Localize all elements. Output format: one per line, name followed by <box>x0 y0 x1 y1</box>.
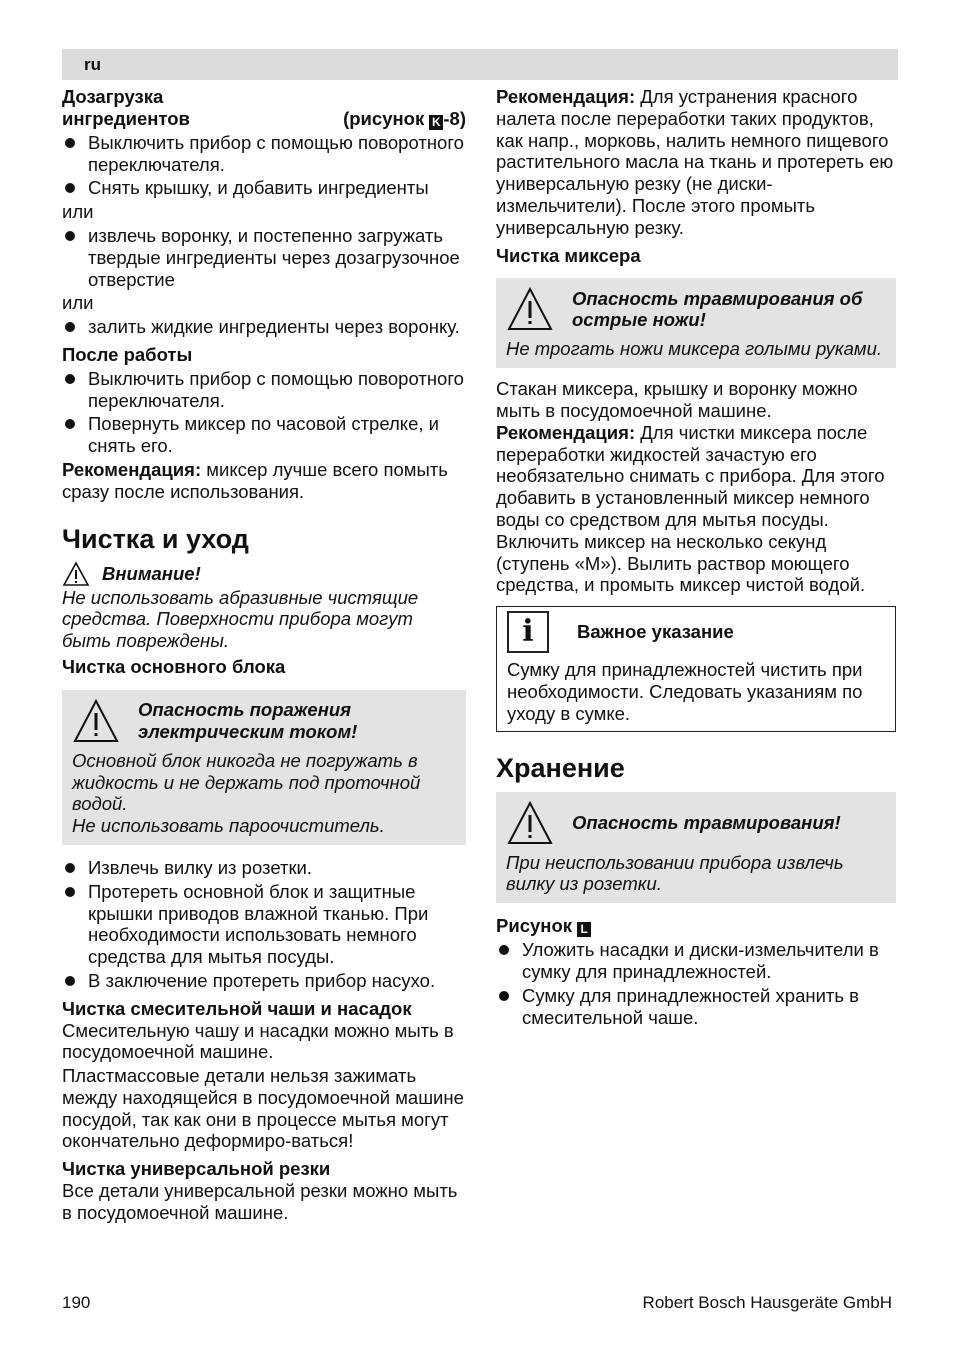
info-icon: i <box>507 611 549 653</box>
attention-text: Не использовать абразивные чистящие средства. Поверхности прибора могут быть повреждены. <box>62 586 419 652</box>
list-item: Извлечь вилку из розетки. <box>62 857 466 879</box>
shock-warning-text: Основной блок никогда не погружать в жидкость и не держать под проточной водой. <box>72 749 421 815</box>
list-item: Уложить насадки и диски-измельчители в сумку для принадлежностей. <box>496 939 896 983</box>
cutter-cleaning-heading: Чистка универсальной резки <box>62 1158 331 1180</box>
injury-warning-box <box>496 792 896 904</box>
injury-warning-header <box>506 800 886 846</box>
right-column <box>496 86 896 1030</box>
figure-heading <box>496 915 896 937</box>
shock-warning-box <box>62 690 466 845</box>
warning-icon <box>72 698 120 744</box>
storage-heading: Хранение <box>496 752 625 783</box>
list-item: Протереть основной блок и защитные крышки приводов влажной тканью. При необходимости использовать немного средства для мытья посуды. <box>62 881 466 968</box>
after-work-heading: После работы <box>62 343 193 365</box>
after-work-list <box>62 368 466 457</box>
injury-warning-text: При неиспользовании прибора извлечь вилку из розетки. <box>506 851 844 895</box>
recommendation-label: Рекомендация: <box>496 86 636 107</box>
refill-figure-ref <box>343 108 466 130</box>
bowl-cleaning-heading: Чистка смесительной чаши и насадок <box>62 997 412 1019</box>
refill-heading-line2 <box>62 108 466 130</box>
figure-label: Рисунок <box>496 915 573 937</box>
important-note-title: Важное указание <box>577 621 734 643</box>
left-column <box>62 86 466 1224</box>
list-item: В заключение протереть прибор насухо. <box>62 970 466 992</box>
blender-cleaning-text: Стакан миксера, крышку и воронку можно мыть в посудомоечной машине. <box>496 378 858 421</box>
figure-ref-text: (рисунок <box>343 107 425 129</box>
refill-heading-word: ингредиентов <box>62 107 190 129</box>
warning-icon <box>506 286 554 332</box>
list-item: Снять крышку, и добавить ингредиенты <box>62 177 466 199</box>
footer-company: Robert Bosch Hausgeräte GmbH <box>642 1293 892 1312</box>
list-item: Сумку для принадлежностей хранить в смесительной чаше. <box>496 985 896 1029</box>
recommendation-2 <box>496 86 896 239</box>
base-cleaning-list <box>62 857 466 992</box>
recommendation-3 <box>496 422 896 596</box>
figure-letter-icon: L <box>577 922 591 937</box>
important-note-header <box>507 611 885 653</box>
refill-heading-line1: Дозагрузка <box>62 86 164 107</box>
knives-warning-text: Не трогать ножи миксера голыми руками. <box>506 338 883 360</box>
care-heading: Чистка и уход <box>62 523 249 554</box>
figure-ref-number: -8) <box>443 107 466 129</box>
refill-list-3 <box>62 316 466 338</box>
shock-warning-text-2: Не использовать пароочиститель. <box>72 815 385 837</box>
or-text: или <box>62 292 94 314</box>
base-cleaning-heading: Чистка основного блока <box>62 655 286 677</box>
recommendation-label: Рекомендация: <box>62 458 202 480</box>
list-item: Повернуть миксер по часовой стрелке, и снять его. <box>62 413 466 457</box>
language-bar <box>62 49 898 80</box>
warning-icon <box>506 800 554 846</box>
shock-warning-title: Опасность поражения электрическим током! <box>138 698 358 742</box>
knives-warning-box <box>496 278 896 368</box>
list-item: Выключить прибор с помощью поворотного переключателя. <box>62 132 466 176</box>
list-item: извлечь воронку, и постепенно загружать твердые ингредиенты через дозагрузочное отверстие <box>62 225 466 290</box>
bowl-cleaning-text: Смесительную чашу и насадки можно мыть в посудомоечной машине. <box>62 1019 454 1063</box>
page-number: 190 <box>62 1293 91 1312</box>
blender-cleaning-heading: Чистка миксера <box>496 244 641 266</box>
recommendation-1 <box>62 459 466 503</box>
list-item: Выключить прибор с помощью поворотного переключателя. <box>62 368 466 412</box>
cutter-cleaning-text: Все детали универсальной резки можно мыть в посудомоечной машине. <box>62 1180 458 1223</box>
figure-letter-icon: K <box>429 115 443 130</box>
bowl-cleaning-text-2: Пластмассовые детали нельзя зажимать между находящейся в посудомоечной машине посудой, так как они в процессе мытья могут окончательно деформиро-ваться! <box>62 1065 464 1152</box>
recommendation-text: Для устранения красного налета после переработки таких продуктов, как напр., морковь, налить немного пищевого растительного масла на ткань и протереть ею универсальную резку (не диски-измельчители). После этого промыть универсальную резку. <box>496 86 894 238</box>
knives-warning-header <box>506 286 886 332</box>
refill-list <box>62 132 466 199</box>
or-text: или <box>62 201 94 223</box>
refill-list-2 <box>62 225 466 290</box>
storage-list <box>496 939 896 1028</box>
attention-header <box>62 561 466 587</box>
warning-icon <box>62 561 90 587</box>
refill-heading <box>62 86 466 130</box>
recommendation-text: Для чистки миксера после переработки жидкостей зачастую его необязательно снимать с прибора. Для этого добавить в установленный миксер немного воды со средством для мытья посуды. Включить миксер на несколько секунд (ступень «M»). Вылить раствор моющего средства, и промыть миксер чистой водой. <box>496 421 885 596</box>
shock-warning-header <box>72 698 456 744</box>
attention-title: Внимание! <box>102 562 201 584</box>
important-note-text: Сумку для принадлежностей чистить при необходимости. Следовать указаниям по уходу в сумке. <box>507 659 863 724</box>
language-code: ru <box>84 55 101 74</box>
important-note-box <box>496 606 896 731</box>
knives-warning-title: Опасность травмирования об острые ножи! <box>572 287 863 331</box>
injury-warning-title: Опасность травмирования! <box>572 811 841 833</box>
recommendation-label: Рекомендация: <box>496 421 636 443</box>
recommendation-text: миксер лучше всего помыть сразу после использования. <box>62 458 448 502</box>
list-item: залить жидкие ингредиенты через воронку. <box>62 316 466 338</box>
